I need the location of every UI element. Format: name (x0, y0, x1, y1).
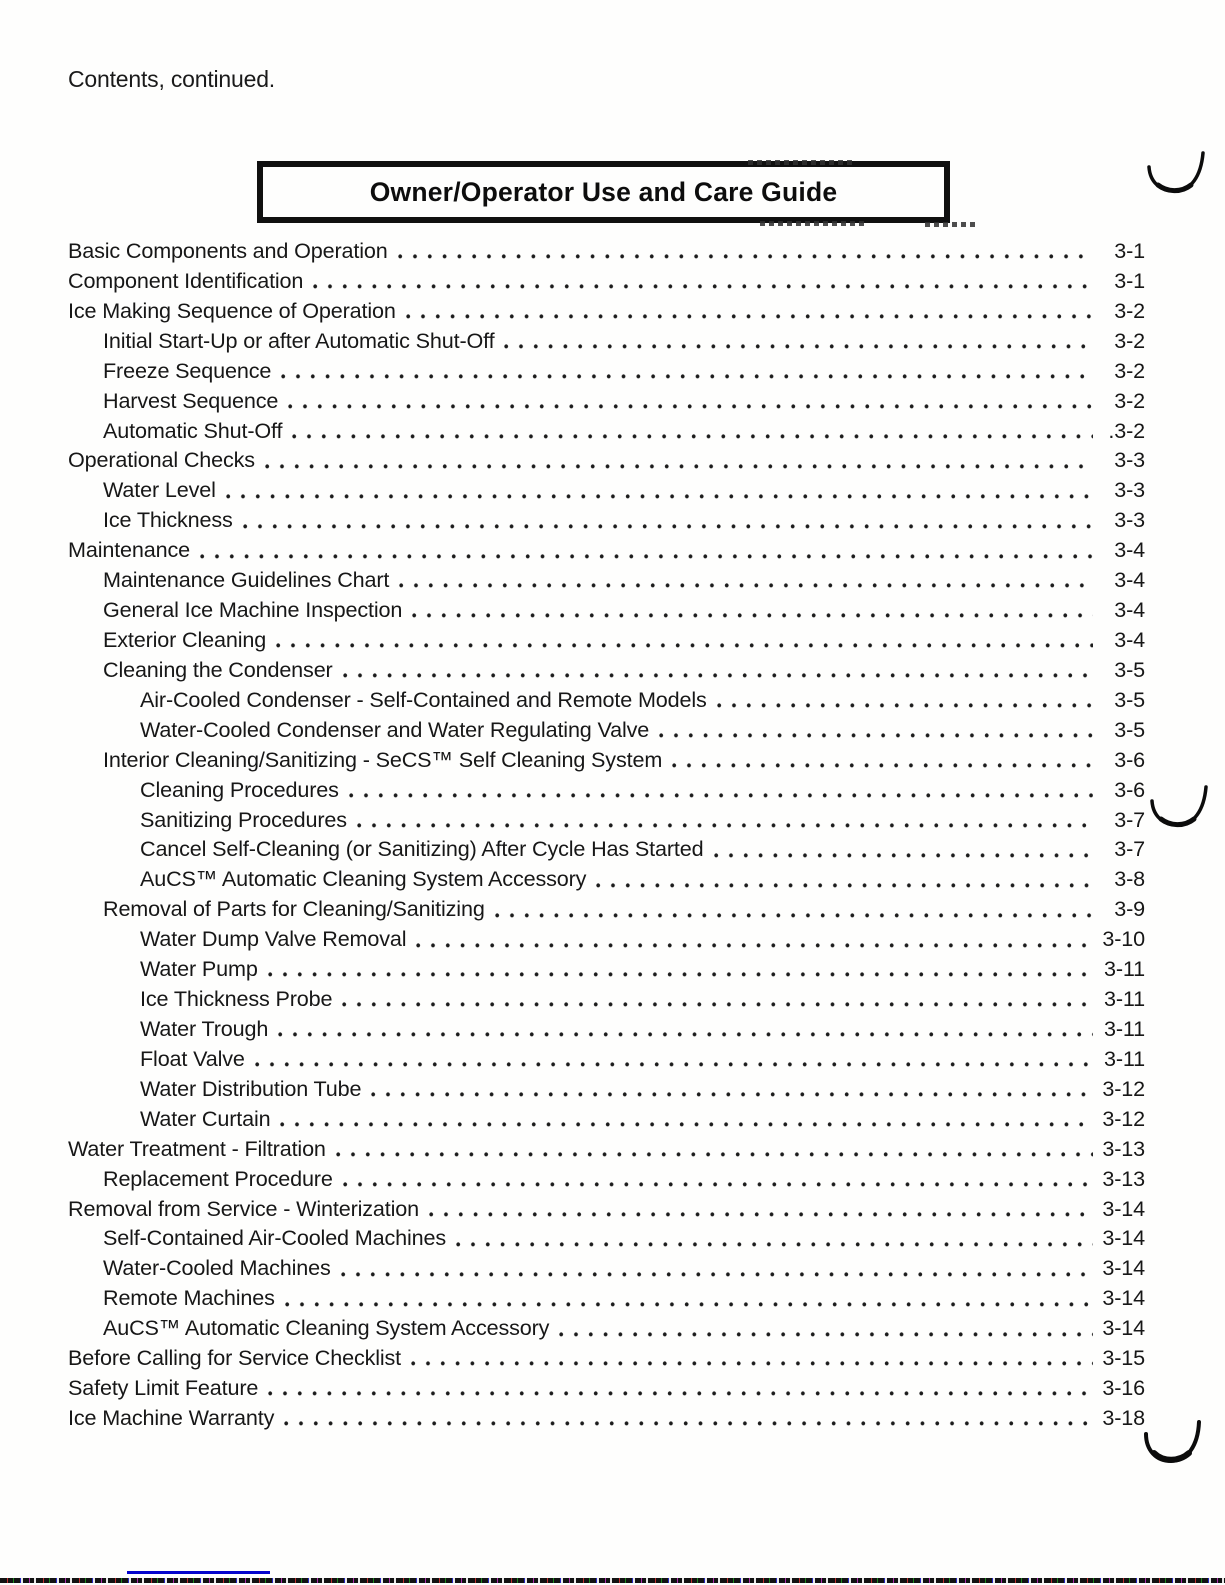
toc-entry-page: 3-13 (1102, 1135, 1145, 1161)
toc-entry-label: Water Trough (140, 1015, 269, 1041)
toc-entry-label: Operational Checks (68, 447, 255, 473)
toc-entry-page: 3-1 (1114, 267, 1145, 293)
dot-leader (504, 326, 1093, 356)
toc-entry (68, 834, 1145, 864)
dot-leader (411, 1343, 1093, 1373)
scan-dash-artifact (748, 160, 852, 165)
scan-dash-artifact (760, 221, 864, 226)
dot-leader (276, 625, 1093, 655)
toc-entry-label: Replacement Procedure (103, 1165, 333, 1191)
toc-entry (68, 445, 1145, 475)
dot-leader (200, 535, 1093, 565)
toc-entry (68, 326, 1145, 356)
dot-leader (559, 1313, 1093, 1343)
toc-entry-label: Ice Machine Warranty (68, 1404, 275, 1430)
scan-edge-noise (0, 1578, 1225, 1583)
scan-dash-artifact (925, 222, 977, 227)
toc-entry-page: 3-2 (1114, 357, 1145, 383)
toc-entry-label: Water Treatment - Filtration (68, 1135, 326, 1161)
dot-leader (371, 1074, 1093, 1104)
dot-leader (284, 1403, 1093, 1433)
pen-stroke-mark-icon (1149, 781, 1211, 831)
toc-entry-label: Sanitizing Procedures (140, 806, 347, 832)
toc-entry (68, 416, 1145, 446)
toc-entry-page: 3-3 (1114, 477, 1145, 503)
dot-leader (416, 924, 1093, 954)
toc-entry-label: Safety Limit Feature (68, 1375, 259, 1401)
dot-leader (406, 296, 1093, 326)
toc-entry-label: AuCS™ Automatic Cleaning System Accessory (140, 866, 587, 892)
toc-entry (68, 1373, 1145, 1403)
toc-entry-page: 3-2 (1114, 327, 1145, 353)
toc-entry (68, 1253, 1145, 1283)
toc-entry-page: 3-14 (1102, 1255, 1145, 1281)
toc-entry-page: 3-6 (1114, 776, 1145, 802)
toc-entry-label: General Ice Machine Inspection (103, 597, 403, 623)
toc-entry-page: 3-15 (1102, 1345, 1145, 1371)
toc-entry-label: Removal from Service - Winterization (68, 1195, 419, 1221)
toc-entry-label: Water Level (103, 477, 216, 503)
toc-entry-page: 3-5 (1114, 716, 1145, 742)
toc-entry (68, 386, 1145, 416)
toc-entry-page: 3-4 (1114, 567, 1145, 593)
section-title-box (257, 161, 950, 223)
toc-entry-page: 3-12 (1102, 1075, 1145, 1101)
dot-leader (281, 356, 1093, 386)
toc-entry (68, 715, 1145, 745)
toc-entry-label: Initial Start-Up or after Automatic Shut-Off (103, 327, 495, 353)
contents-continued-note: Contents, continued. (68, 66, 275, 92)
toc-entry-page: 3-16 (1102, 1375, 1145, 1401)
toc-entry (68, 685, 1145, 715)
toc-entry-page: .3-2 (1108, 417, 1145, 443)
toc-entry-label: Freeze Sequence (103, 357, 272, 383)
toc-entry (68, 1074, 1145, 1104)
toc-entry-label: Automatic Shut-Off (103, 417, 283, 443)
toc-entry (68, 535, 1145, 565)
toc-entry-label: Ice Thickness Probe (140, 986, 333, 1012)
dot-leader (343, 1164, 1093, 1194)
pen-stroke-mark-icon (1143, 1416, 1205, 1466)
toc-entry-page: 3-2 (1114, 297, 1145, 323)
toc-entry (68, 1134, 1145, 1164)
dot-leader (672, 745, 1093, 775)
toc-entry (68, 954, 1145, 984)
toc-entry-label: Water Dump Valve Removal (140, 926, 407, 952)
toc-entry-page: 3-11 (1103, 986, 1145, 1012)
dot-leader (226, 475, 1093, 505)
toc-entry (68, 775, 1145, 805)
dot-leader (280, 1104, 1093, 1134)
toc-entry-label: Water Distribution Tube (140, 1075, 362, 1101)
toc-entry-page: 3-5 (1114, 686, 1145, 712)
toc-entry-page: 3-14 (1102, 1195, 1145, 1221)
toc-entry (68, 475, 1145, 505)
toc-entry (68, 1403, 1145, 1433)
toc-entry-label: Basic Components and Operation (68, 238, 388, 263)
toc-entry-page: 3-9 (1114, 896, 1145, 922)
toc-entry-page: 3-13 (1102, 1165, 1145, 1191)
toc-entry (68, 595, 1145, 625)
blue-underline-mark (127, 1571, 270, 1574)
toc-entry-label: Air-Cooled Condenser - Self-Contained and Remote Models (140, 686, 707, 712)
dot-leader (357, 805, 1093, 835)
toc-entry-page: 3-2 (1114, 387, 1145, 413)
toc-entry (68, 1164, 1145, 1194)
toc-entry-label: Water Curtain (140, 1105, 271, 1131)
toc-entry-page: 3-12 (1102, 1105, 1145, 1131)
toc-entry-page: 3-11 (1103, 956, 1145, 982)
toc-entry-label: Ice Thickness (103, 507, 233, 533)
toc-entry-label: Ice Making Sequence of Operation (68, 297, 396, 323)
dot-leader (313, 266, 1093, 296)
dot-leader (399, 565, 1093, 595)
toc-entry-page: 3-4 (1114, 597, 1145, 623)
toc-entry (68, 296, 1145, 326)
toc-entry-label: Interior Cleaning/Sanitizing - SeCS™ Self Cleaning System (103, 746, 663, 772)
dot-leader (717, 685, 1093, 715)
toc-entry-label: Cleaning Procedures (140, 776, 339, 802)
dot-leader (343, 655, 1093, 685)
toc-entry-label: Water Pump (140, 956, 258, 982)
toc-entry-page: 3-14 (1102, 1315, 1145, 1341)
toc-entry (68, 1044, 1145, 1074)
toc-entry-label: Before Calling for Service Checklist (68, 1345, 402, 1371)
dot-leader (243, 505, 1093, 535)
toc-entry (68, 655, 1145, 685)
dot-leader (412, 595, 1093, 625)
toc-entry (68, 356, 1145, 386)
pen-stroke-mark-icon (1146, 147, 1208, 197)
toc-entry (68, 924, 1145, 954)
dot-leader (342, 984, 1093, 1014)
toc-entry-label: Float Valve (140, 1045, 245, 1071)
toc-entry (68, 745, 1145, 775)
toc-entry-page: 3-11 (1103, 1045, 1145, 1071)
toc-entry-page: 3-4 (1114, 537, 1145, 563)
toc-entry-label: Cancel Self-Cleaning (or Sanitizing) After Cycle Has Started (140, 836, 704, 862)
dot-leader (288, 386, 1093, 416)
dot-leader (456, 1223, 1093, 1253)
toc-list (68, 236, 1145, 1433)
dot-leader (292, 416, 1093, 446)
toc-entry (68, 1194, 1145, 1224)
toc-entry-label: Maintenance (68, 537, 190, 563)
toc-entry-label: AuCS™ Automatic Cleaning System Accessory (103, 1315, 550, 1341)
toc-entry (68, 864, 1145, 894)
dot-leader (341, 1253, 1093, 1283)
toc-entry-page: 3-8 (1114, 866, 1145, 892)
toc-entry-page: 3-4 (1114, 626, 1145, 652)
toc-entry (68, 266, 1145, 296)
toc-entry (68, 1223, 1145, 1253)
toc-entry (68, 805, 1145, 835)
toc-entry-page: 3-7 (1114, 836, 1145, 862)
dot-leader (659, 715, 1093, 745)
toc-entry-label: Water-Cooled Condenser and Water Regulating Valve (140, 716, 650, 742)
toc-entry-page: 3-7 (1114, 806, 1145, 832)
toc-entry-page: 3-11 (1103, 1015, 1145, 1041)
toc-entry-page: 3-5 (1114, 656, 1145, 682)
toc-entry-page: 3-3 (1114, 507, 1145, 533)
toc-entry (68, 1283, 1145, 1313)
toc-entry (68, 236, 1145, 266)
dot-leader (278, 1014, 1093, 1044)
toc-entry-label: Removal of Parts for Cleaning/Sanitizing (103, 896, 485, 922)
toc-entry-page: 3-18 (1102, 1404, 1145, 1430)
dot-leader (268, 954, 1093, 984)
dot-leader (596, 864, 1093, 894)
toc-entry (68, 565, 1145, 595)
toc-entry-page: 3-1 (1114, 238, 1145, 263)
dot-leader (336, 1134, 1093, 1164)
toc-entry-label: Component Identification (68, 267, 304, 293)
toc-entry-label: Self-Contained Air-Cooled Machines (103, 1225, 446, 1251)
toc-entry-page: 3-10 (1102, 926, 1145, 952)
dot-leader (268, 1373, 1093, 1403)
dot-leader (285, 1283, 1093, 1313)
dot-leader (255, 1044, 1093, 1074)
dot-leader (429, 1194, 1093, 1224)
toc-entry-page: 3-6 (1114, 746, 1145, 772)
toc-entry (68, 625, 1145, 655)
toc-entry-label: Cleaning the Condenser (103, 656, 333, 682)
toc-entry-label: Harvest Sequence (103, 387, 279, 413)
dot-leader (349, 775, 1093, 805)
toc-entry-page: 3-3 (1114, 447, 1145, 473)
toc-entry-page: 3-14 (1102, 1225, 1145, 1251)
dot-leader (398, 236, 1093, 266)
toc-entry (68, 894, 1145, 924)
toc-entry-label: Water-Cooled Machines (103, 1255, 331, 1281)
toc-entry-page: 3-14 (1102, 1285, 1145, 1311)
dot-leader (265, 445, 1093, 475)
dot-leader (495, 894, 1093, 924)
toc-entry (68, 1104, 1145, 1134)
toc-entry-label: Exterior Cleaning (103, 626, 267, 652)
toc-entry (68, 984, 1145, 1014)
toc-entry (68, 1014, 1145, 1044)
toc-entry-label: Remote Machines (103, 1285, 275, 1311)
section-title: Owner/Operator Use and Care Guide (369, 176, 838, 207)
toc-entry (68, 1313, 1145, 1343)
toc-entry-label: Maintenance Guidelines Chart (103, 567, 390, 593)
dot-leader (714, 834, 1094, 864)
toc-entry (68, 505, 1145, 535)
toc-entry (68, 1343, 1145, 1373)
